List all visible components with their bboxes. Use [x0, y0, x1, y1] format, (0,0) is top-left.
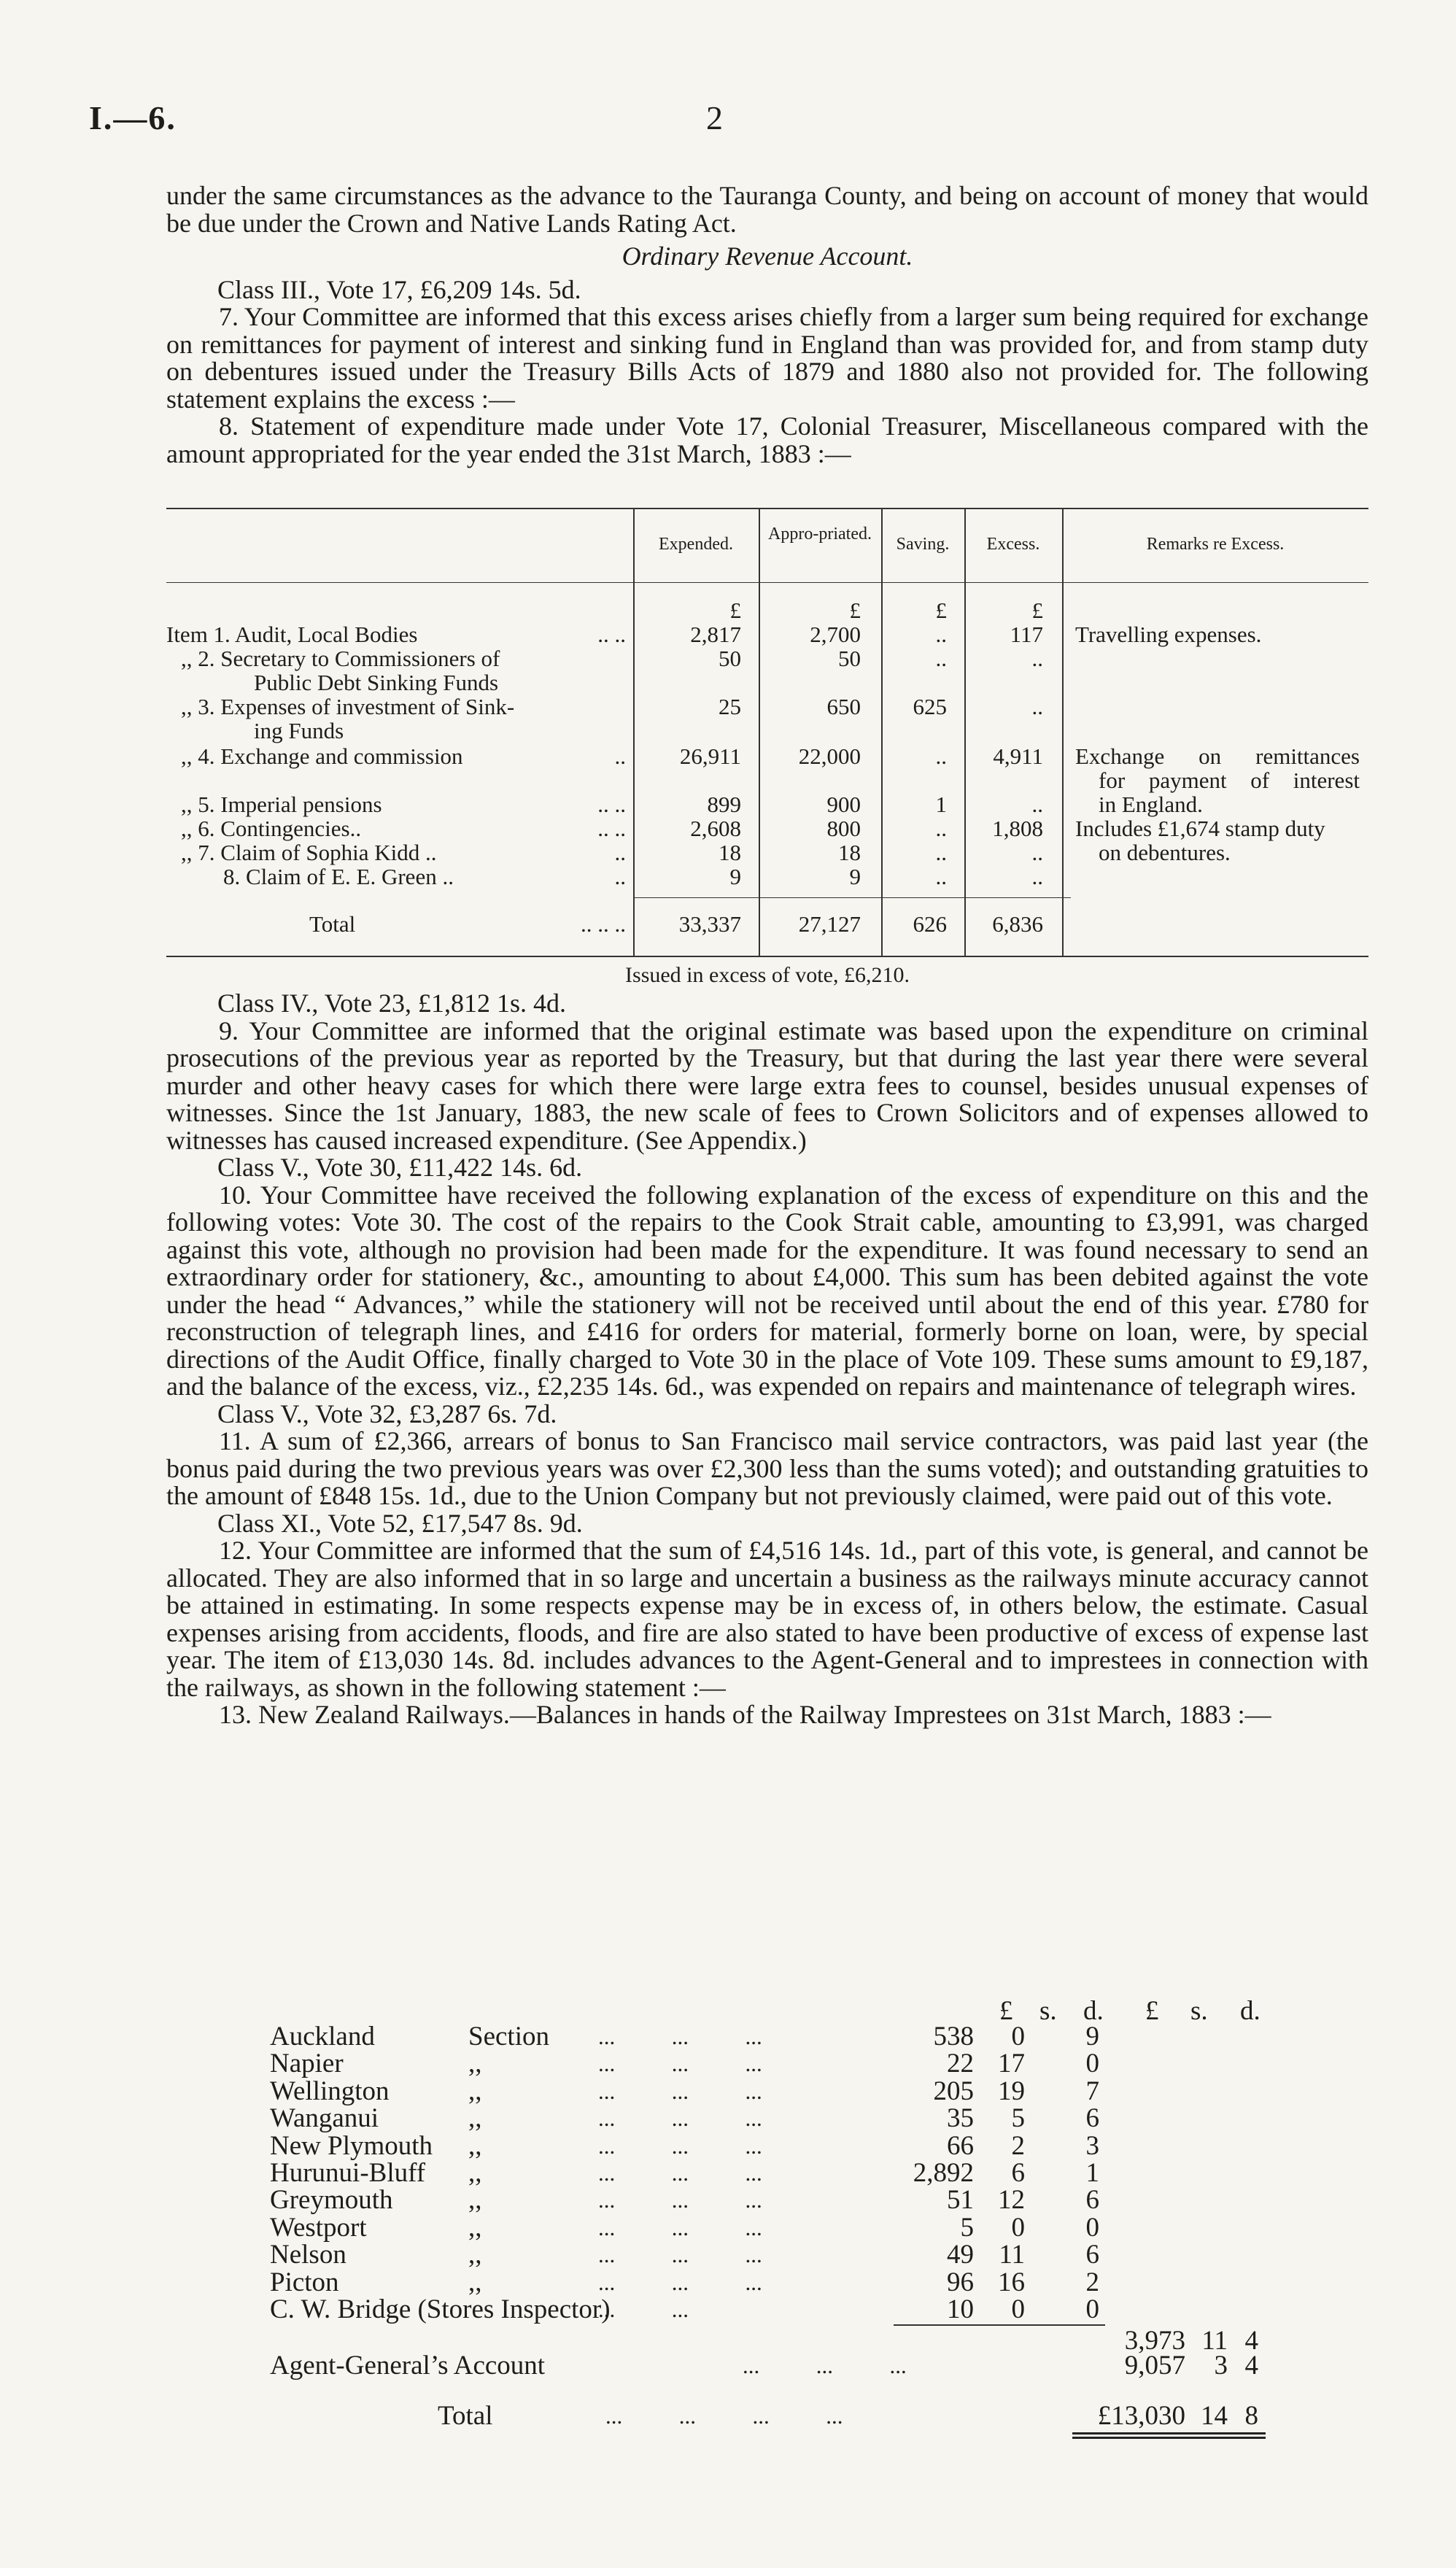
class-heading: Class IV., Vote 23, £1,812 1s. 4d. [217, 989, 567, 1018]
column-headers [270, 1996, 1364, 2026]
header-shillings: s. [1039, 1996, 1057, 2026]
row-name: C. W. Bridge (Stores Inspector) [270, 2294, 611, 2324]
row-name: Wellington [270, 2076, 390, 2106]
row-section: ,, [468, 2240, 482, 2270]
cell-expended: 2,608 [690, 816, 741, 841]
class-heading: Class III., Vote 17, £6,209 14s. 5d. [217, 274, 581, 304]
table-row [270, 2076, 1364, 2106]
row-section: ,, [468, 2103, 482, 2134]
row-shillings: 0 [1011, 2294, 1025, 2324]
cell-excess: 117 [1010, 622, 1043, 647]
unit-appropriated: £ [849, 597, 861, 623]
row-section: ,, [468, 2158, 482, 2188]
row-pence: 6 [1085, 2103, 1099, 2134]
paragraph-9: 9. Your Committee are informed that the original estimate was based upon the expenditure on criminal prosecutions of the previous year as reported by the Treasury, but that during the last year there were several murder and other heavy cases for which there were large extra fees to counsel, besides unusual expenses of witnesses. Since the 1st January, 1883, the new scale of fees to Crown Solicitors and of expenses allowed to witnesses has caused increased expenditure. (See Appendix.) [166, 1016, 1368, 1155]
cell-expended: 25 [719, 694, 741, 719]
unit-excess: £ [1031, 597, 1043, 623]
row-dots: .. [614, 840, 626, 865]
cell-saving: 1 [935, 792, 947, 817]
row-shillings: 6 [1011, 2158, 1025, 2188]
row-label: ,, 6. Contingencies.. [181, 816, 362, 841]
remark-exchange: Exchange on remittances [1075, 743, 1360, 769]
row-label-cont: Public Debt Sinking Funds [254, 670, 499, 695]
row-dots: .. [614, 864, 626, 889]
class-heading: Class V., Vote 30, £11,422 14s. 6d. [217, 1153, 583, 1182]
row-section: ,, [468, 2076, 482, 2106]
row-name: Picton [270, 2267, 339, 2297]
row-pounds: 22 [947, 2049, 974, 2079]
row-dots: ... ... ... [743, 2353, 907, 2378]
header-remarks: Remarks re Excess. [1146, 535, 1285, 554]
vote-17-table [166, 503, 1368, 957]
cell-excess: .. [1031, 646, 1043, 671]
row-dots: .. [614, 743, 626, 769]
row-pounds: 96 [947, 2267, 974, 2297]
row-name: Auckland [270, 2022, 375, 2051]
row-pounds: 205 [933, 2076, 974, 2106]
cell-excess: .. [1031, 792, 1043, 817]
row-name: Hurunui-Bluff [270, 2158, 426, 2188]
cell-saving: .. [935, 816, 947, 841]
table-row [223, 865, 626, 889]
row-label: Item 1. Audit, Local Bodies [166, 622, 418, 647]
row-name: New Plymouth [270, 2130, 433, 2161]
row-label: 8. Claim of E. E. Green .. [223, 864, 454, 889]
row-name: Nelson [270, 2240, 346, 2270]
cell-saving: .. [935, 840, 947, 865]
paragraph-10: 10. Your Committee have received the following explanation of the excess of expenditure on this and the following votes: Vote 30. The cost of the repairs to the Cook Strait cable, amounting to £3,991, was charged against this vote, although no provision had been made for the expenditure. It was found necessary to send an extraordinary order for stationery, &c., amounting to about £4,000. This sum has been debited against the vote under the head “ Advances,” while the stationery will not be received until about the end of this year. £780 for reconstruction of telegraph lines, and £416 for orders for material, formerly borne on loan, were, by special directions of the Audit Office, finally charged to Vote 30 in the place of Vote 109. These sums amount to £9,187, and the balance of the excess, viz., £2,235 14s. 6d., was expended on repairs and maintenance of telegraph wires. [166, 1180, 1368, 1401]
row-pence: 1 [1085, 2158, 1099, 2188]
row-name: Westport [270, 2212, 367, 2243]
row-dots: ... ... ... [598, 2214, 762, 2240]
header-appropriated: Appro-priated. [768, 525, 872, 544]
table-row [181, 744, 626, 768]
header-shillings-2: s. [1190, 1996, 1208, 2026]
row-dots: ... ... ... [598, 2051, 762, 2077]
class-heading: Class V., Vote 32, £3,287 6s. 7d. [217, 1399, 557, 1428]
row-dots: ... ... ... [598, 2160, 762, 2186]
agent-label: Agent-General’s Account [270, 2351, 546, 2381]
row-section: ,, [468, 2185, 482, 2216]
paragraph-12: 12. Your Committee are informed that the sum of £4,516 14s. 1d., part of this vote, is general, and cannot be allocated. They are also informed that in so large and uncertain a business as the railways minute accuracy cannot be attained in estimating. In some respects expense may be in excess of, in others below, the estimate. Casual expenses arising from accidents, floods, and fire are also stated to have been productive of excess of expense last year. The item of £13,030 14s. 8d. includes advances to the Agent-General and to imprestees in connection with the railways, as shown in the following statement :— [166, 1536, 1368, 1702]
cell-excess: .. [1031, 864, 1043, 889]
paragraph-continued: under the same circumstances as the advance to the Tauranga County, and being on account of money that would be due under the Crown and Native Lands Rating Act. [166, 181, 1368, 238]
total-label: Total [309, 911, 356, 937]
subtotal-pence: 4 [1244, 2326, 1258, 2356]
cell-expended: 50 [719, 646, 741, 671]
row-shillings: 19 [998, 2076, 1025, 2106]
total-excess: 6,836 [992, 911, 1043, 937]
row-shillings: 17 [998, 2049, 1025, 2079]
row-dots: ... ... ... [598, 2132, 762, 2159]
header-expended: Expended. [659, 535, 733, 554]
unit-expended: £ [729, 597, 741, 623]
cell-appropriated: 650 [826, 694, 861, 719]
row-dots: ... ... ... [598, 2269, 762, 2295]
row-pounds: 10 [947, 2294, 974, 2324]
row-section: ,, [468, 2267, 482, 2297]
table-row [270, 2185, 1364, 2216]
cell-appropriated: 50 [838, 646, 861, 671]
table-row [181, 646, 626, 695]
class-heading: Class XI., Vote 52, £17,547 8s. 9d. [217, 1508, 583, 1538]
total-appropriated: 27,127 [798, 911, 861, 937]
row-pounds: 66 [947, 2130, 974, 2161]
total-expended: 33,337 [678, 911, 741, 937]
table-row [270, 2212, 1364, 2243]
header-saving: Saving. [896, 535, 950, 554]
remark-exchange-3: in England. [1099, 792, 1203, 817]
header-pence-2: d. [1240, 1996, 1261, 2026]
row-label: ,, 2. Secretary to Commissioners of [181, 646, 500, 671]
total-row [309, 912, 626, 936]
row-pounds: 2,892 [913, 2158, 974, 2188]
cell-excess: 4,911 [993, 743, 1043, 769]
row-pounds: 35 [947, 2103, 974, 2134]
header-pounds-2: £ [1145, 1996, 1159, 2026]
subtotal-shillings: 11 [1201, 2326, 1228, 2356]
remark-stamp: Includes £1,674 stamp duty [1075, 816, 1325, 841]
row-section: ,, [468, 2212, 482, 2243]
subtotal-pounds: 3,973 [1124, 2326, 1185, 2356]
row-label: ,, 5. Imperial pensions [181, 792, 382, 817]
row-shillings: 16 [998, 2267, 1025, 2297]
cell-saving: .. [935, 622, 947, 647]
cell-saving: .. [935, 864, 947, 889]
grand-total-pounds: £13,030 [1097, 2401, 1185, 2431]
row-label: ,, 7. Claim of Sophia Kidd .. [181, 840, 437, 865]
cell-excess: 1,808 [992, 816, 1043, 841]
header-pounds: £ [999, 1996, 1013, 2026]
table-row [270, 2130, 1364, 2161]
table-row [181, 816, 626, 840]
row-name: Napier [270, 2049, 344, 2079]
row-shillings: 5 [1011, 2103, 1025, 2134]
header-excess: Excess. [986, 535, 1040, 554]
row-pounds: 5 [960, 2212, 974, 2243]
row-pence: 9 [1085, 2022, 1099, 2051]
row-pence: 6 [1085, 2240, 1099, 2270]
cell-expended: 18 [719, 840, 741, 865]
row-pence: 2 [1085, 2267, 1099, 2297]
grand-total-shillings: 14 [1201, 2401, 1228, 2431]
remark-travelling: Travelling expenses. [1075, 622, 1262, 647]
cell-expended: 9 [729, 864, 741, 889]
row-dots: .. .. [597, 816, 626, 841]
total-double-rule-top [1072, 2432, 1266, 2434]
table-row [270, 2294, 1364, 2324]
row-name: Wanganui [270, 2103, 379, 2134]
header-pence: d. [1083, 1996, 1104, 2026]
table-row [270, 2240, 1364, 2270]
row-label: ,, 3. Expenses of investment of Sink- [181, 694, 515, 719]
cell-expended: 2,817 [690, 622, 741, 647]
paragraph-8: 8. Statement of expenditure made under Vote 17, Colonial Treasurer, Miscellaneous compared with the amount appropriated for the year ended the 31st March, 1883 :— [166, 411, 1368, 468]
page-reference: I.—6. [89, 99, 177, 136]
row-label-cont: ing Funds [254, 718, 344, 743]
row-dots: ... ... ... [598, 2078, 762, 2104]
row-shillings: 11 [999, 2240, 1025, 2270]
row-shillings: 12 [998, 2185, 1025, 2216]
middle-text [166, 990, 1368, 1729]
row-pounds: 49 [947, 2240, 974, 2270]
row-dots: ... ... ... ... [605, 2403, 843, 2429]
paragraph-7: 7. Your Committee are informed that this excess arises chiefly from a larger sum being required for exchange on remittances for payment of interest and sinking fund in England than was provided for, and from stamp duty on debentures issued under the Treasury Bills Acts of 1879 and 1880 also not provided for. The following statement explains the excess :— [166, 302, 1368, 414]
table-note: Issued in excess of vote, £6,210. [625, 963, 910, 987]
row-shillings: 2 [1011, 2130, 1025, 2161]
row-section: ,, [468, 2130, 482, 2161]
table-row [270, 2103, 1364, 2134]
paragraph-13: 13. New Zealand Railways.—Balances in hands of the Railway Imprestees on 31st March, 1883 :— [219, 1700, 1271, 1729]
top-text [166, 182, 1368, 468]
table-row [181, 840, 626, 865]
row-dots: ... ... ... [598, 2024, 762, 2049]
subtotal-rule [894, 2324, 1105, 2326]
row-shillings: 0 [1011, 2022, 1025, 2051]
remark-stamp-2: on debentures. [1099, 840, 1231, 865]
row-dots: ... ... ... [598, 2187, 762, 2213]
total-saving: 626 [913, 911, 947, 937]
table-row [270, 2267, 1364, 2297]
table-row [181, 792, 626, 816]
row-pence: 0 [1085, 2212, 1099, 2243]
unit-saving: £ [935, 597, 947, 623]
cell-appropriated: 2,700 [810, 622, 861, 647]
table-row [166, 622, 626, 646]
cell-appropriated: 18 [838, 840, 861, 865]
row-label: ,, 4. Exchange and commission [181, 743, 463, 769]
row-dots: ... ... ... [598, 2105, 762, 2132]
table-row [181, 695, 626, 743]
cell-saving: 625 [913, 694, 947, 719]
row-pence: 0 [1085, 2049, 1099, 2079]
cell-appropriated: 800 [826, 816, 861, 841]
row-section: ,, [468, 2049, 482, 2079]
table-row [270, 2024, 1364, 2049]
cell-appropriated: 22,000 [798, 743, 861, 769]
cell-appropriated: 900 [826, 792, 861, 817]
cell-expended: 26,911 [679, 743, 741, 769]
cell-appropriated: 9 [849, 864, 861, 889]
grand-total-pence: 8 [1244, 2401, 1258, 2431]
row-shillings: 0 [1011, 2212, 1025, 2243]
row-pence: 6 [1085, 2185, 1099, 2216]
total-double-rule-bottom [1072, 2437, 1266, 2439]
cell-saving: .. [935, 646, 947, 671]
agent-row [270, 2351, 1364, 2381]
row-pounds: 538 [933, 2022, 974, 2051]
grand-total-row [270, 2401, 1364, 2431]
row-section: Section [468, 2022, 549, 2051]
cell-expended: 899 [707, 792, 741, 817]
row-dots: ... ... ... [598, 2242, 762, 2268]
cell-excess: .. [1031, 840, 1043, 865]
row-pounds: 51 [947, 2185, 974, 2216]
table-row [270, 2049, 1364, 2079]
row-pence: 7 [1085, 2076, 1099, 2106]
row-pence: 3 [1085, 2130, 1099, 2161]
row-name: Greymouth [270, 2185, 393, 2216]
subtotal-row [270, 2326, 1364, 2356]
table-row [270, 2158, 1364, 2188]
row-pence: 0 [1085, 2294, 1099, 2324]
agent-pence: 4 [1244, 2351, 1258, 2381]
remark-exchange-2: for payment of interest [1099, 767, 1360, 793]
row-dots: .. .. [597, 792, 626, 817]
page-number: 2 [706, 99, 723, 136]
grand-total-label: Total [438, 2401, 493, 2431]
row-dots: .. .. [597, 622, 626, 647]
agent-shillings: 3 [1214, 2351, 1228, 2381]
cell-excess: .. [1031, 694, 1043, 719]
row-dots: ... ... [598, 2297, 689, 2322]
cell-saving: .. [935, 743, 947, 769]
section-heading: Ordinary Revenue Account. [621, 241, 913, 271]
paragraph-11: 11. A sum of £2,366, arrears of bonus to San Francisco mail service contractors, was paid last year (the bonus paid during the two previous years was over £2,300 less than the sums voted); and outstanding gratuities to the amount of £848 15s. 1d., due to the Union Company but not previously claimed, were paid out of this vote. [166, 1426, 1368, 1510]
row-dots: .. .. .. [581, 911, 626, 937]
agent-pounds: 9,057 [1124, 2351, 1185, 2381]
